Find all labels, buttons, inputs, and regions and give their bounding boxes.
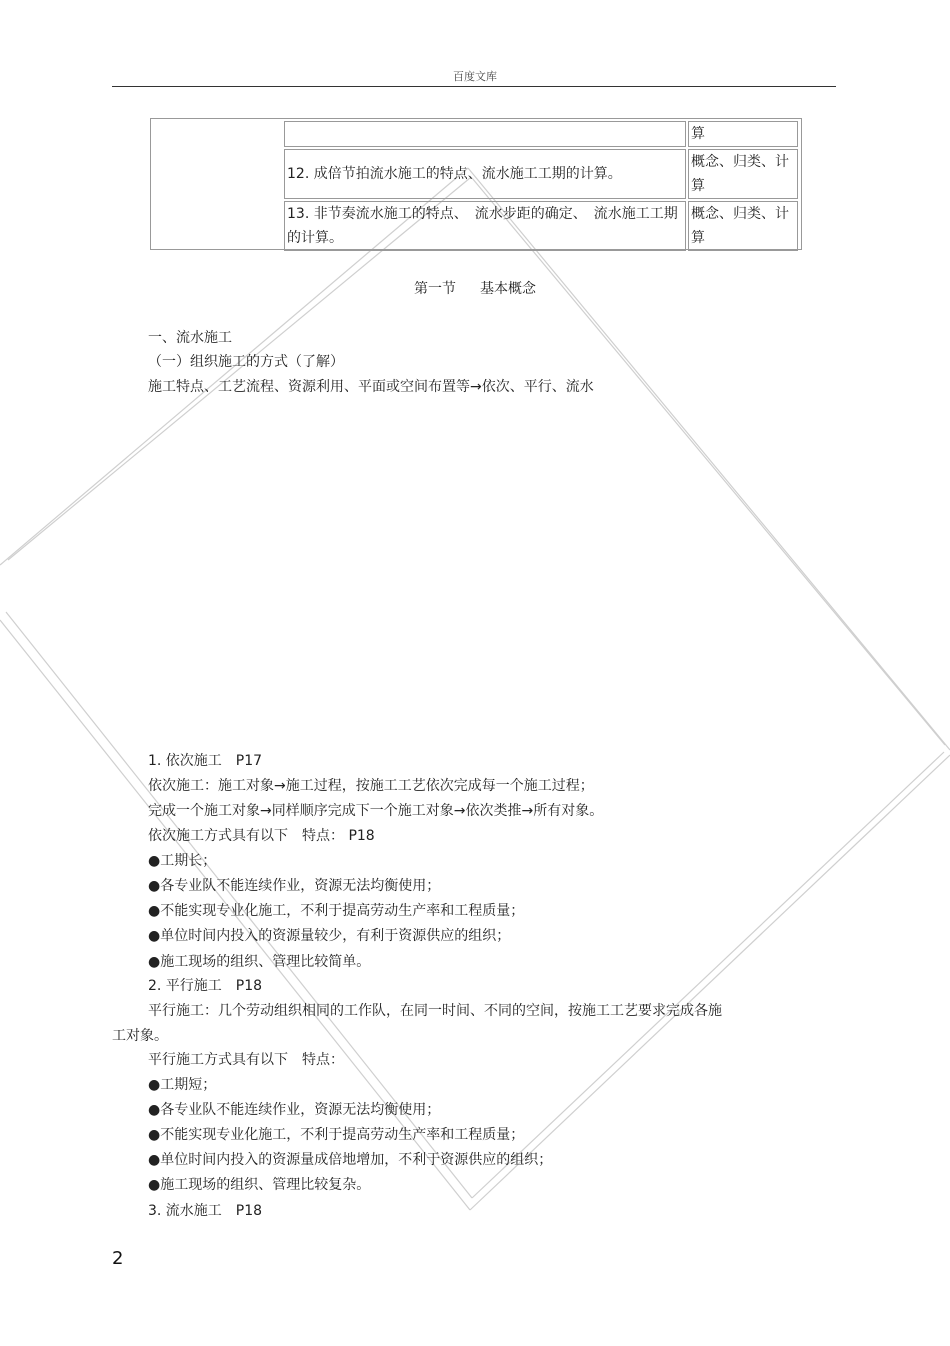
paragraph-line: 平行施工方式具有以下 特点：: [148, 1052, 344, 1068]
section-number: 第一节: [414, 281, 456, 297]
page-number: 2: [112, 1248, 124, 1269]
bullet-item: ●各专业队不能连续作业，资源无法均衡使用；: [148, 878, 441, 894]
subheading-sequential: 1. 依次施工 P17: [148, 753, 263, 769]
paragraph-line: 完成一个施工对象→同样顺序完成下一个施工对象→依次类推→所有对象。: [148, 803, 604, 819]
bullet-item: ●不能实现专业化施工，不利于提高劳动生产率和工程质量；: [148, 903, 525, 919]
table-row: [284, 201, 798, 251]
heading-flow-construction: 一、流水施工: [148, 330, 232, 346]
bullet-item: ●工期短；: [148, 1077, 217, 1093]
paragraph-line: 依次施工方式具有以下 特点： P18: [148, 828, 375, 844]
table-cell-type: 概念、归类、计算: [688, 149, 798, 199]
paragraph-line: 工对象。: [112, 1028, 168, 1044]
table-cell-topic: 13. 非节奏流水施工的特点、 流水步距的确定、 流水施工工期的计算。: [284, 201, 686, 251]
bullet-item: ●施工现场的组织、管理比较简单。: [148, 954, 371, 970]
paragraph-line: 依次施工：施工对象→施工过程，按施工工艺依次完成每一个施工过程；: [148, 778, 594, 794]
bullet-item: ●工期长；: [148, 853, 217, 869]
table-cell-topic: 12. 成倍节拍流水施工的特点、流水施工工期的计算。: [284, 149, 686, 199]
table-row: [284, 149, 798, 199]
header-rule: [112, 86, 836, 87]
syllabus-table-frame: [150, 118, 802, 250]
table-cell-topic: [284, 121, 686, 147]
subheading-organization: （一）组织施工的方式（了解）: [148, 354, 344, 370]
subheading-flow: 3. 流水施工 P18: [148, 1203, 263, 1219]
paragraph-line: 平行施工：几个劳动组织相同的工作队，在同一时间、不同的空间，按施工工艺要求完成各施: [148, 1003, 722, 1019]
bullet-item: ●单位时间内投入的资源量较少，有利于资源供应的组织；: [148, 928, 511, 944]
table-cell-type: 概念、归类、计算: [688, 201, 798, 251]
section-name: 基本概念: [480, 281, 536, 297]
table-row: [284, 121, 798, 147]
paragraph-line: 施工特点、工艺流程、资源利用、平面或空间布置等→依次、平行、流水: [148, 379, 594, 395]
bullet-item: ●不能实现专业化施工，不利于提高劳动生产率和工程质量；: [148, 1127, 525, 1143]
subheading-parallel: 2. 平行施工 P18: [148, 978, 263, 994]
header-title: 百度文库: [453, 70, 497, 83]
bullet-item: ●单位时间内投入的资源量成倍地增加，不利于资源供应的组织；: [148, 1152, 553, 1168]
section-title: [0, 278, 950, 298]
bullet-item: ●各专业队不能连续作业，资源无法均衡使用；: [148, 1102, 441, 1118]
bullet-item: ●施工现场的组织、管理比较复杂。: [148, 1177, 371, 1193]
table-cell-type: 算: [688, 121, 798, 147]
syllabus-table: [282, 119, 800, 253]
